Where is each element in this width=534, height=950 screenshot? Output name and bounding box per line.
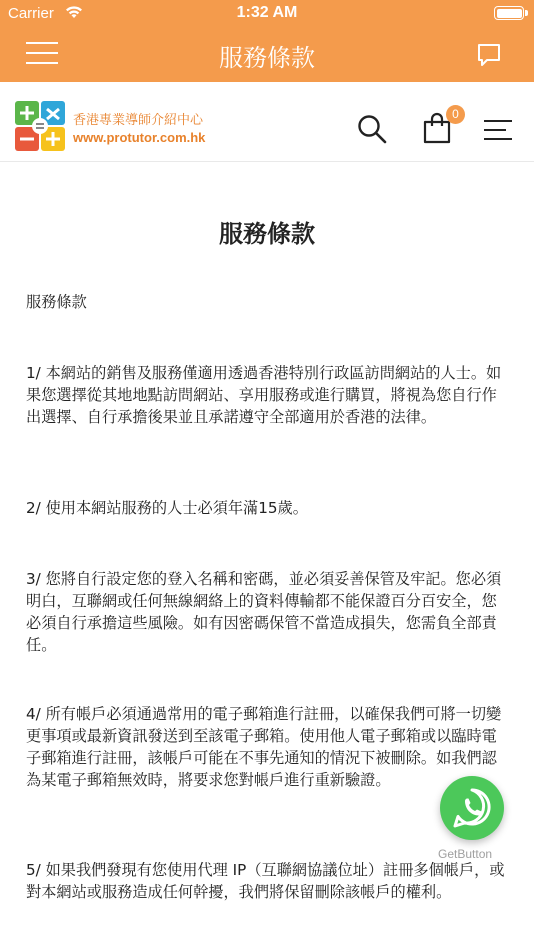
cart-count-badge: 0 (446, 105, 465, 124)
site-menu-button[interactable] (484, 118, 512, 142)
page-title: 服務條款 (219, 44, 315, 72)
paragraph-4: 4/ 所有帳戶必須通過常用的電子郵箱進行註冊，以確保我們可將一切變更事項或最新資訊發送到至該電子郵箱。使用他人電子郵箱或以臨時電子郵箱進行註冊，該帳戶可能在不事先通知的情況下被刪除。如我們認為某電子郵箱無效時，將要求您對帳戶進行重新驗證。 (26, 705, 502, 789)
brand-url: www.protutor.com.hk (73, 130, 206, 145)
paragraph-3: 3/ 您將自行設定您的登入名稱和密碼，並必須妥善保管及牢記。您必須明白，互聯網或任何無線網絡上的資料傳輸都不能保證百分百安全，您必須自行承擔這些風險。如有因密碼保管不當造成損失，您需負全部責任。 (26, 570, 502, 654)
protutor-logo[interactable] (15, 101, 65, 151)
paragraph-1: 1/ 本網站的銷售及服務僅適用透過香港特別行政區訪問網站的人士。如果您選擇從其地地點訪問網站、享用服務或進行購買，將視為您自行作出選擇、自行承擔後果並且承諾遵守全部適用於香港的法律。 (26, 364, 502, 426)
paragraph-5: 5/ 如果我們發現有您使用代理 IP（互聯網協議位址）註冊多個帳戶，或對本網站或服務造成任何幹擾，我們將保留刪除該帳戶的權利。 (26, 861, 505, 901)
clock: 1:32 AM (236, 4, 298, 21)
search-icon[interactable] (357, 114, 387, 144)
battery-icon (494, 6, 524, 20)
paragraph-2: 2/ 使用本網站服務的人士必須年滿15歲。 (26, 499, 308, 517)
brand-name: 香港專業導師介紹中心 (73, 113, 204, 128)
carrier-label: Carrier (8, 5, 54, 22)
site-header (0, 82, 534, 162)
content-heading: 服務條款 (219, 220, 315, 248)
getbutton-caption: GetButton (438, 847, 493, 861)
whatsapp-button[interactable] (440, 776, 504, 840)
paragraph-intro: 服務條款 (26, 293, 87, 311)
chat-icon[interactable] (476, 42, 502, 68)
top-bar (0, 0, 534, 82)
whatsapp-icon (440, 776, 504, 840)
status-bar (0, 0, 534, 28)
